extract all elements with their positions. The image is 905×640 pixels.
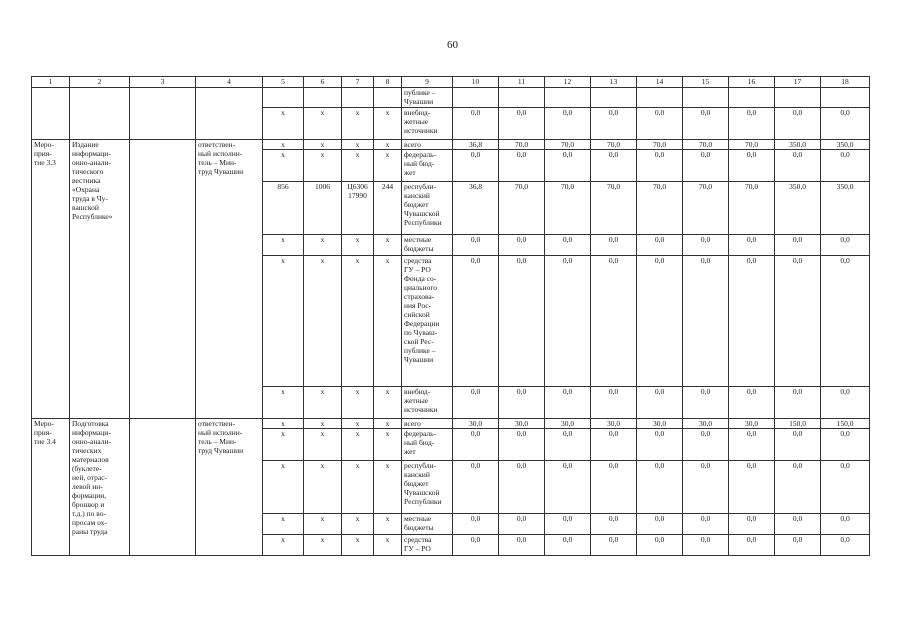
column-number-cell: 9 [402,77,453,88]
value-cell: 0,0 [591,235,637,256]
code-cell: х [342,461,374,514]
code-cell: х [304,387,342,419]
value-cell: 0,0 [637,150,683,182]
code-cell: х [263,108,304,140]
code-cell: х [342,429,374,461]
value-cell: 0,0 [729,150,775,182]
column-number-cell: 6 [304,77,342,88]
code-cell: х [374,461,402,514]
value-cell: 30,0 [591,419,637,429]
value-cell: 0,0 [683,514,729,535]
value-cell: 0,0 [821,235,870,256]
value-cell: 0,0 [499,150,545,182]
column-number-cell: 1 [32,77,70,88]
value-cell: 0,0 [499,235,545,256]
value-cell: 70,0 [591,182,637,235]
value-cell: 0,0 [499,461,545,514]
value-cell: 0,0 [775,387,821,419]
value-cell: 0,0 [545,256,591,387]
column-number-cell: 16 [729,77,775,88]
value-cell: 0,0 [545,235,591,256]
code-cell: х [374,387,402,419]
code-cell: х [263,461,304,514]
funding-source-cell: федераль- ный бюд- жет [402,429,453,461]
value-cell: 0,0 [729,108,775,140]
value-cell: 0,0 [729,235,775,256]
value-cell: 0,0 [821,387,870,419]
column-number-cell: 2 [70,77,130,88]
value-cell: 0,0 [821,429,870,461]
table-body [32,88,870,556]
col3-cell [130,140,196,419]
value-cell: 0,0 [729,461,775,514]
value-cell: 0,0 [821,150,870,182]
code-cell [342,88,374,108]
table-row [32,88,870,108]
col3-cell [130,88,196,140]
column-number-cell: 12 [545,77,591,88]
value-cell: 0,0 [499,387,545,419]
page-number: 60 [447,39,458,51]
code-cell: х [374,429,402,461]
value-cell: 0,0 [821,108,870,140]
code-cell [263,88,304,108]
code-cell: х [374,150,402,182]
value-cell: 0,0 [683,461,729,514]
value-cell: 30,0 [637,419,683,429]
column-number-cell: 4 [196,77,263,88]
value-cell: 0,0 [453,429,499,461]
value-cell: 350,0 [821,140,870,150]
funding-source-cell: публике – Чувашии [402,88,453,108]
value-cell: 0,0 [821,514,870,535]
value-cell: 0,0 [545,535,591,556]
code-cell: 856 [263,182,304,235]
value-cell: 0,0 [453,108,499,140]
funding-source-cell: местные бюджеты [402,514,453,535]
code-cell: х [374,514,402,535]
column-number-cell: 17 [775,77,821,88]
funding-table [31,76,870,556]
value-cell: 0,0 [683,429,729,461]
code-cell: х [342,150,374,182]
code-cell: х [263,429,304,461]
column-number-cell: 11 [499,77,545,88]
code-cell: х [374,419,402,429]
code-cell: х [304,150,342,182]
value-cell: 0,0 [637,108,683,140]
value-cell: 0,0 [591,535,637,556]
code-cell: х [342,140,374,150]
code-cell: 1006 [304,182,342,235]
column-number-cell: 14 [637,77,683,88]
value-cell: 70,0 [637,140,683,150]
executor-cell: ответствен- ный исполни- тель – Мин- труд Чувашии [196,140,263,419]
value-cell [775,88,821,108]
code-cell: х [263,387,304,419]
value-cell: 0,0 [683,535,729,556]
col3-cell [130,419,196,556]
code-cell: х [342,235,374,256]
executor-cell [196,88,263,140]
funding-source-cell: федераль- ный бюд- жет [402,150,453,182]
code-cell: х [342,387,374,419]
value-cell: 0,0 [499,535,545,556]
value-cell: 0,0 [637,387,683,419]
code-cell: х [263,419,304,429]
value-cell: 0,0 [683,108,729,140]
value-cell: 0,0 [775,108,821,140]
value-cell: 0,0 [499,108,545,140]
value-cell: 0,0 [545,429,591,461]
code-cell: х [263,140,304,150]
value-cell: 0,0 [729,256,775,387]
column-number-cell: 10 [453,77,499,88]
value-cell [499,88,545,108]
value-cell: 0,0 [591,461,637,514]
column-number-cell: 15 [683,77,729,88]
value-cell: 0,0 [591,429,637,461]
value-cell: 30,0 [545,419,591,429]
funding-source-cell: всего [402,419,453,429]
value-cell [821,88,870,108]
funding-source-cell: внебюд- жетные источники [402,108,453,140]
funding-source-cell: внебюд- жетные источники [402,387,453,419]
code-cell: х [263,235,304,256]
value-cell: 0,0 [637,256,683,387]
column-number-cell: 8 [374,77,402,88]
value-cell: 0,0 [545,150,591,182]
value-cell: 0,0 [545,108,591,140]
event-cell: Меро- прия- тие 3.3 [32,140,70,419]
title-cell: Издание информаци- онно-анали- тического вестника «Охрана труда в Чу- вашской Республике» [70,140,130,419]
value-cell [729,88,775,108]
event-cell [32,88,70,140]
value-cell: 0,0 [637,429,683,461]
value-cell: 0,0 [591,256,637,387]
code-cell: х [374,108,402,140]
code-cell: х [342,514,374,535]
code-cell: х [304,235,342,256]
value-cell: 0,0 [729,429,775,461]
value-cell: 0,0 [591,514,637,535]
value-cell: 0,0 [821,461,870,514]
code-cell: 244 [374,182,402,235]
value-cell: 0,0 [683,235,729,256]
code-cell: х [304,514,342,535]
value-cell: 0,0 [453,150,499,182]
value-cell: 70,0 [637,182,683,235]
value-cell: 30,0 [453,419,499,429]
value-cell: 0,0 [453,514,499,535]
code-cell: х [342,256,374,387]
code-cell: х [304,419,342,429]
column-number-cell: 7 [342,77,374,88]
value-cell: 0,0 [729,535,775,556]
executor-cell: ответствен- ный исполни- тель – Мин- труд Чувашии [196,419,263,556]
value-cell: 0,0 [775,535,821,556]
value-cell: 0,0 [545,387,591,419]
table-row [32,140,870,150]
value-cell: 0,0 [729,514,775,535]
code-cell: х [263,535,304,556]
value-cell: 70,0 [499,182,545,235]
value-cell: 70,0 [591,140,637,150]
code-cell [304,88,342,108]
value-cell: 0,0 [683,387,729,419]
value-cell: 350,0 [775,182,821,235]
value-cell: 0,0 [453,461,499,514]
code-cell: х [342,419,374,429]
value-cell [453,88,499,108]
value-cell: 0,0 [453,387,499,419]
code-cell [374,88,402,108]
value-cell: 0,0 [775,429,821,461]
value-cell: 150,0 [775,419,821,429]
column-number-cell: 5 [263,77,304,88]
column-number-row [32,77,870,88]
value-cell: 0,0 [775,256,821,387]
value-cell: 0,0 [453,256,499,387]
code-cell: х [263,256,304,387]
value-cell: 0,0 [775,150,821,182]
value-cell: 0,0 [591,387,637,419]
value-cell: 0,0 [729,387,775,419]
code-cell: х [263,514,304,535]
funding-source-cell: средства ГУ – РО [402,535,453,556]
value-cell: 350,0 [821,182,870,235]
value-cell: 30,0 [499,419,545,429]
value-cell [637,88,683,108]
title-cell [70,88,130,140]
code-cell: х [374,535,402,556]
value-cell: 0,0 [821,535,870,556]
value-cell: 0,0 [683,256,729,387]
title-cell: Подготовка информаци- онно-анали- тических материалов (буклете- ней, отрас- левой ин- формации, брошюр и т.д.) по во- просам ох- раны труда [70,419,130,556]
code-cell: х [263,150,304,182]
value-cell: 70,0 [545,140,591,150]
value-cell: 30,0 [729,419,775,429]
value-cell: 70,0 [729,140,775,150]
value-cell: 70,0 [683,182,729,235]
value-cell: 30,0 [683,419,729,429]
value-cell: 0,0 [499,256,545,387]
code-cell: х [304,461,342,514]
value-cell: 0,0 [775,514,821,535]
code-cell: х [342,108,374,140]
code-cell: х [304,429,342,461]
value-cell [591,88,637,108]
value-cell: 70,0 [545,182,591,235]
value-cell: 0,0 [545,514,591,535]
value-cell: 150,0 [821,419,870,429]
value-cell: 0,0 [683,150,729,182]
value-cell: 0,0 [453,235,499,256]
code-cell: х [342,535,374,556]
value-cell [545,88,591,108]
column-number-cell: 18 [821,77,870,88]
value-cell: 70,0 [499,140,545,150]
code-cell: х [304,535,342,556]
column-number-cell: 3 [130,77,196,88]
funding-source-cell: средства ГУ – РО Фонда со- циального страхова- ния Рос- сийской Федерации по Чуваш- ской Рес- публике – Чувашии [402,256,453,387]
funding-source-cell: республи- канский бюджет Чувашской Республики [402,461,453,514]
column-number-cell: 13 [591,77,637,88]
value-cell: 0,0 [637,235,683,256]
code-cell: х [304,140,342,150]
value-cell: 350,0 [775,140,821,150]
value-cell: 36,8 [453,182,499,235]
value-cell: 0,0 [499,514,545,535]
value-cell: 0,0 [775,235,821,256]
value-cell: 70,0 [683,140,729,150]
code-cell: х [374,235,402,256]
code-cell: х [304,256,342,387]
code-cell: х [304,108,342,140]
value-cell: 0,0 [637,461,683,514]
value-cell: 36,8 [453,140,499,150]
code-cell: Ц6306 17990 [342,182,374,235]
value-cell: 0,0 [453,535,499,556]
funding-source-cell: местные бюджеты [402,235,453,256]
value-cell: 0,0 [591,108,637,140]
value-cell: 0,0 [545,461,591,514]
event-cell: Меро- прия- тие 3.4 [32,419,70,556]
value-cell: 0,0 [637,514,683,535]
funding-source-cell: республи- канский бюджет Чувашской Республики [402,182,453,235]
value-cell: 0,0 [775,461,821,514]
funding-source-cell: всего [402,140,453,150]
code-cell: х [374,140,402,150]
value-cell: 0,0 [637,535,683,556]
value-cell [683,88,729,108]
value-cell: 70,0 [729,182,775,235]
code-cell: х [374,256,402,387]
table-row [32,419,870,429]
value-cell: 0,0 [591,150,637,182]
value-cell: 0,0 [499,429,545,461]
value-cell: 0,0 [821,256,870,387]
